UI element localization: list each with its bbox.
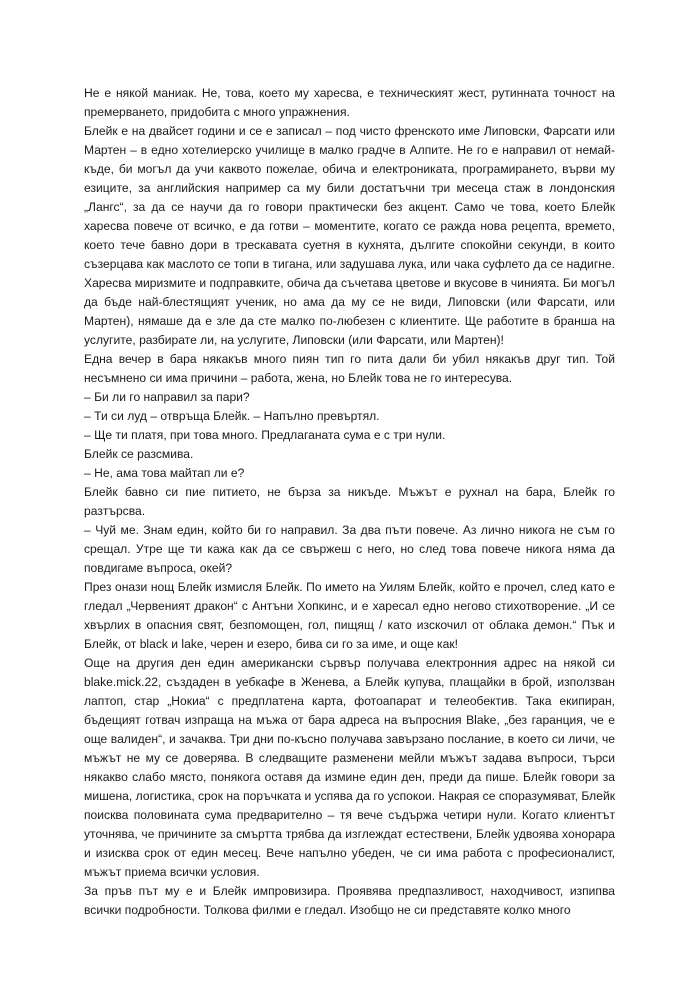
paragraph: – Чуй ме. Знам един, който би го направил. За два пъти повече. Аз лично никога не съм го срещал. Утре ще ти кажа как да се свържеш с него, но след това повече никога няма да повдигаме въпроса, окей? xyxy=(84,523,615,575)
document-page xyxy=(84,84,615,984)
paragraph: – Ще ти платя, при това много. Предлаганата сума е с три нули. xyxy=(84,428,446,442)
paragraph: – Би ли го направил за пари? xyxy=(84,390,250,404)
paragraph: Не е някой маниак. Не, това, което му харесва, е техническият жест, рутинната точност на премерването, придобита с много упражнения. xyxy=(84,86,615,119)
paragraph: – Не, ама това майтап ли е? xyxy=(84,466,245,480)
paragraph: За пръв път му е и Блейк импровизира. Проявява предпазливост, находчивост, изпипва всички подробности. Толкова филми е гледал. Изобщо не си представяте колко много xyxy=(84,884,615,917)
paragraph: Блейк се разсмива. xyxy=(84,447,194,461)
paragraph: – Ти си луд – отвръща Блейк. – Напълно превъртял. xyxy=(84,409,380,423)
paragraph: Блейк е на двайсет години и се е записал – под чисто френското име Липовски, Фарсати или Мартен – в едно хотелиерско училище в малко градче в Алпите. Не го е направил от немай-къде, би могъл да учи каквото пожелае, обича и електрониката, програмирането, върви му езиците, за английския например са му били достатъчни три месеца стаж в лондонския „Лангс“, за да се научи да го говори практически без акцент. Само че това, което Блейк харесва повече от всичко, е да готви – моментите, когато се ражда нова рецепта, времето, което тече бавно дори в трескавата суетня в кухнята, дългите спокойни секунди, в които съзерцава как маслото се топи в тигана, или задушава лука, или чака суфлето да се надигне. Харесва миризмите и подправките, обича да съчетава цветове и вкусове в чинията. Би могъл да бъде най-блестящият ученик, но ама да му се не види, Липовски (или Фарсати, или Мартен), нямаше да е зле да сте малко по-любезен с клиентите. Ще работите в бранша на услугите, разбирате ли, на услугите, Липовски (или Фарсати, или Мартен)! xyxy=(84,124,615,347)
paragraph: Блейк бавно си пие питието, не бърза за никъде. Мъжът е рухнал на бара, Блейк го разтърсва. xyxy=(84,485,615,518)
paragraph: През онази нощ Блейк измисля Блейк. По името на Уилям Блейк, който е прочел, след като е гледал „Червеният дракон“ с Антъни Хопкинс, и е харесал едно негово стихотворение. „И се хвърлих в опасния свят, безпомощен, гол, пищящ / като изскочил от облака демон.“ Пък и Блейк, от black и lake, черен и езеро, бива си го за име, и още как! xyxy=(84,580,615,651)
paragraph: Една вечер в бара някакъв много пиян тип го пита дали би убил някакъв друг тип. Той несъмнено си има причини – работа, жена, но Блейк това не го интересува. xyxy=(84,352,615,385)
paragraph: Още на другия ден един американски сървър получава електронния адрес на някой си blake.mick.22, създаден в уебкафе в Женева, а Блейк купува, плащайки в брой, използван лаптоп, стар „Нокиа“ с предплатена карта, фотоапарат и телеобектив. Така екипиран, бъдещият готвач изпраща на мъжа от бара адреса на въпросния Blake, „без гаранция, че е още валиден“, и зачаква. Три дни по-късно получава завързано послание, в което си личи, че мъжът не му се доверява. В следващите разменени мейли мъжът задава въпроси, търси някакво слабо място, понякога оставя да измине един ден, преди да пише. Блейк говори за мишена, логистика, срок на поръчката и успява да го успокои. Накрая се споразумяват, Блейк поисква половината сума предварително – тя вече съдържа четири нули. Когато клиентът уточнява, че причините за смъртта трябва да изглеждат естествени, Блейк удвоява хонорара и изисква срок от един месец. Вече напълно убеден, че си има работа с професионалист, мъжът приема всички условия. xyxy=(84,656,615,879)
